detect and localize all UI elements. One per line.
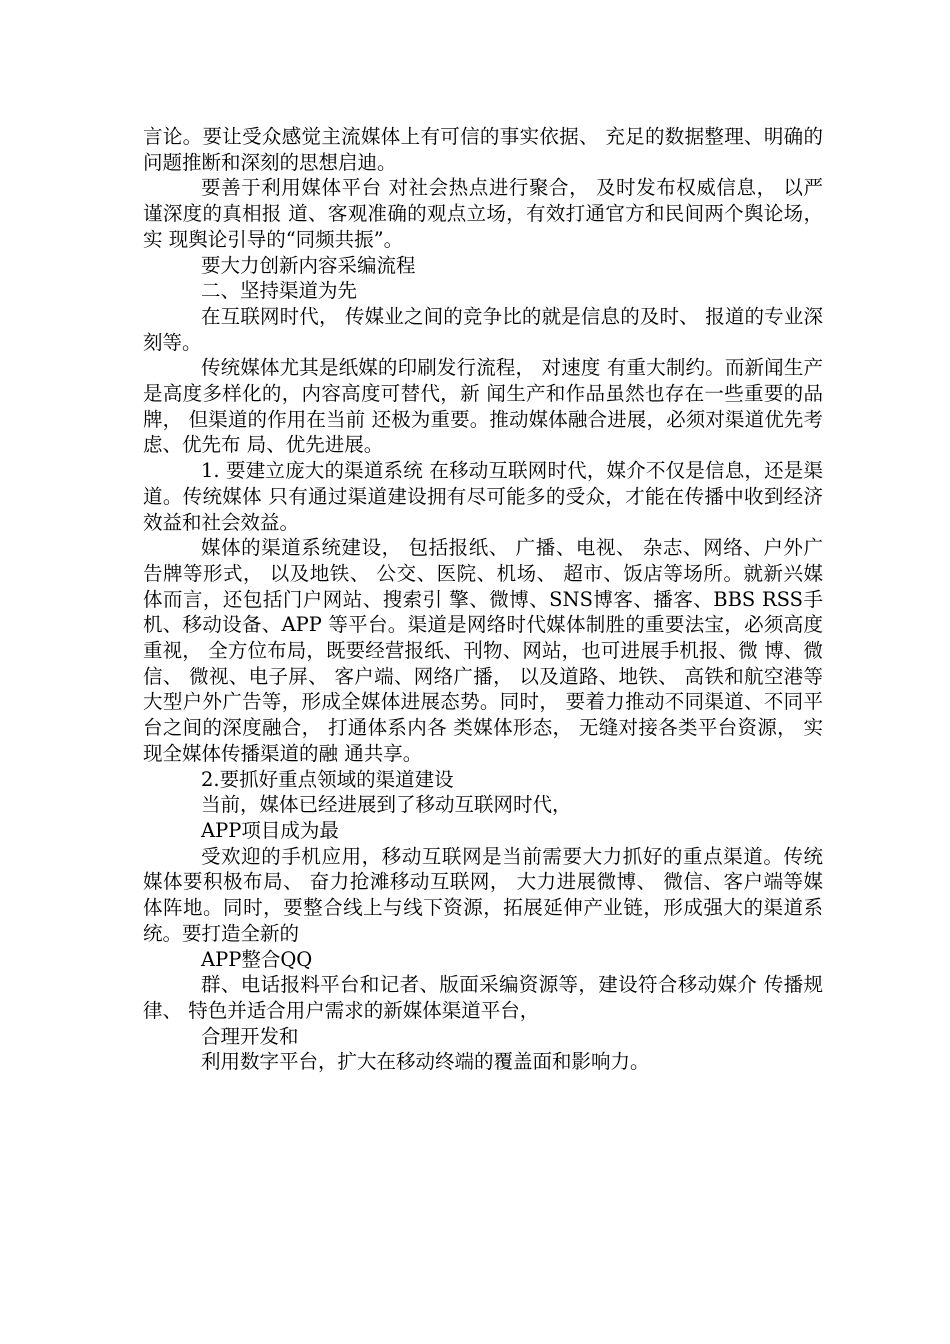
paragraph: 传统媒体尤其是纸媒的印刷发行流程， 对速度 有重大制约。而新闻生产是高度多样化的，内容高度可替代，新 闻生产和作品虽然也存在一些重要的品牌， 但渠道的作用在当前 还极为重要。推动媒体融合进展，必须对渠道优先考虑、优先布 局、优先进展。 xyxy=(143,356,823,457)
paragraph: 要大力创新内容采编流程 xyxy=(201,253,416,277)
paragraph: 当前，媒体已经进展到了移动互联网时代， xyxy=(201,793,572,817)
paragraph: 在互联网时代， 传媒业之间的竞争比的就是信息的及时、 报道的专业深刻等。 xyxy=(143,304,823,354)
paragraph: 要善于利用媒体平台 对社会热点进行聚合， 及时发布权威信息， 以严谨深度的真相报 道、客观准确的观点立场，有效打通官方和民间两个舆论场，实 现舆论引导的“同频共振”。 xyxy=(143,176,823,251)
paragraph: APP整合QQ xyxy=(201,947,313,971)
paragraph: 群、电话报料平台和记者、版面采编资源等，建设符合移动媒介 传播规律、 特色并适合用户需求的新媒体渠道平台， xyxy=(143,973,823,1022)
paragraph: 合理开发和 xyxy=(201,1024,299,1048)
paragraph: 2.要抓好重点领域的渠道建设 xyxy=(201,767,454,791)
paragraph: 言论。要让受众感觉主流媒体上有可信的事实依据、 充足的数据整理、明确的问题推断和深刻的思想启迪。 xyxy=(143,125,823,174)
paragraph: 受欢迎的手机应用，移动互联网是当前需要大力抓好的重点渠道。传统媒体要积极布局、 奋力抢滩移动互联网， 大力进展微博、 微信、客户端等媒体阵地。同时，要整合线上与线下资源，拓展延伸产业链，形成强大的渠道系统。要打造全新的 xyxy=(143,844,823,945)
paragraph: 利用数字平台，扩大在移动终端的覆盖面和影响力。 xyxy=(201,1050,650,1074)
paragraph: 媒体的渠道系统建设， 包括报纸、 广播、电视、 杂志、网络、户外广告牌等形式， 以及地铁、 公交、医院、机场、 超市、饭店等场所。就新兴媒体而言，还包括门户网站、搜索引 擎、微博、SNS博客、播客、BBS RSS手机、移动设备、APP 等平台。渠道是网络时代媒体制胜的重要法宝，必须高度重视， 全方位布局，既要经营报纸、刊物、网站，也可进展手机报、微 博、微信、 微视、电子屏、 客户端、网络广播， 以及道路、地铁、 高铁和航空港等大型户外广告等，形成全媒体进展态势。同时， 要着力推动不同渠道、不同平台之间的深度融合， 打通体系内各 类媒体形态， 无缝对接各类平台资源， 实现全媒体传播渠道的融 通共享。 xyxy=(143,536,823,765)
paragraph: APP项目成为最 xyxy=(201,818,339,842)
document-body xyxy=(143,124,823,1075)
paragraph: 1. 要建立庞大的渠道系统 在移动互联网时代，媒介不仅是信息，还是渠道。传统媒体 只有通过渠道建设拥有尽可能多的受众，才能在传播中收到经济 效益和社会效益。 xyxy=(143,459,823,534)
paragraph: 二、坚持渠道为先 xyxy=(201,279,358,303)
